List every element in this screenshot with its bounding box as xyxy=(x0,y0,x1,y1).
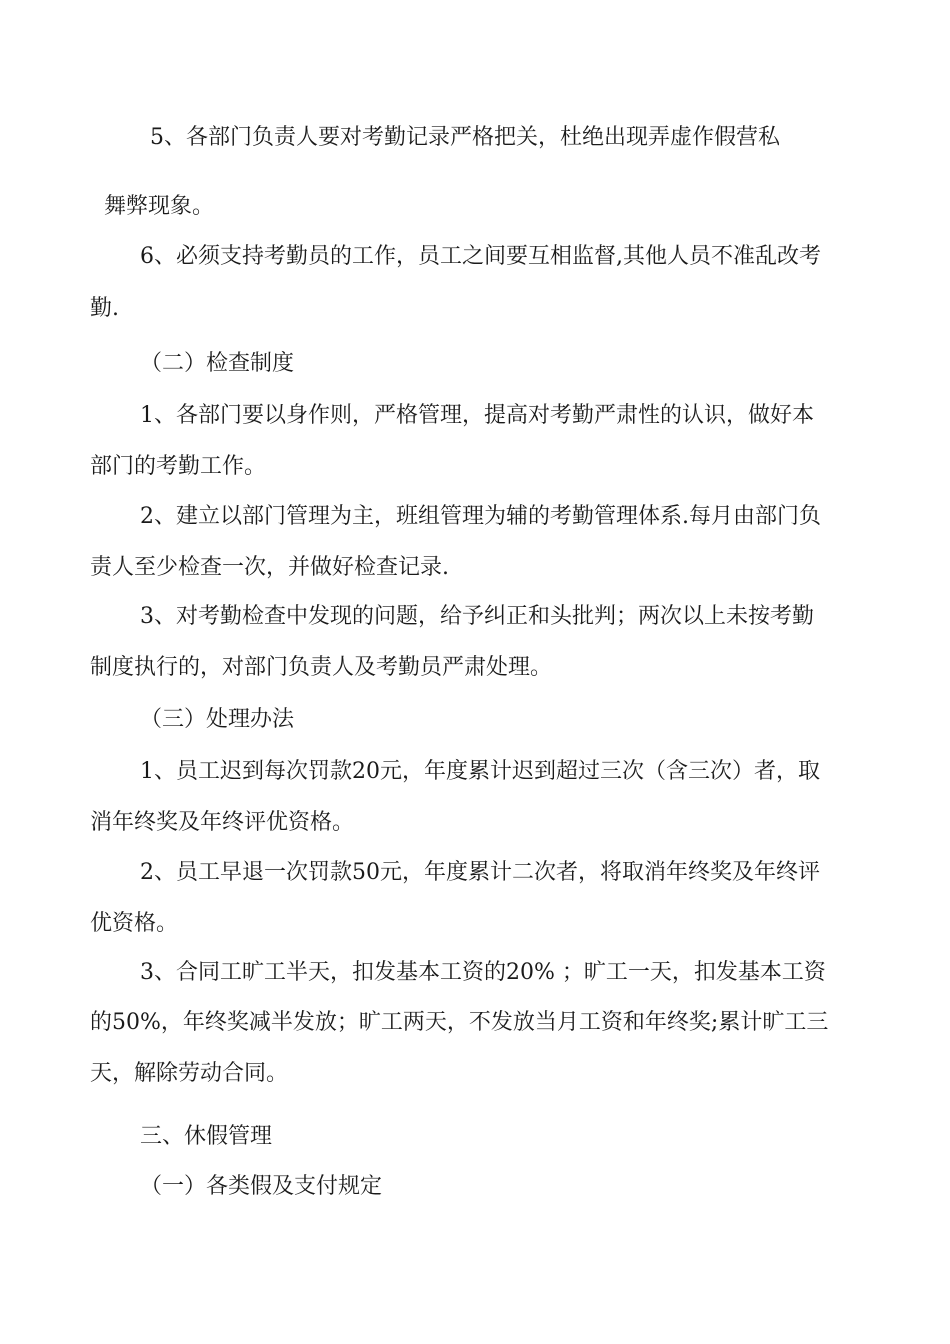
heading-leave-types: （一）各类假及支付规定 xyxy=(140,1174,383,1199)
handling-item-1-line-2: 消年终奖及年终评优资格。 xyxy=(90,810,355,835)
handling-item-1-line-1: 1、员工迟到每次罚款20元，年度累计迟到超过三次（含三次）者，取 xyxy=(140,759,820,784)
check-item-1-line-1: 1、各部门要以身作则，严格管理，提高对考勤严肃性的认识，做好本 xyxy=(140,403,814,428)
handling-item-3-line-2: 的50%，年终奖减半发放；旷工两天，不发放当月工资和年终奖;累计旷工三 xyxy=(90,1010,829,1035)
check-item-2-line-1: 2、建立以部门管理为主，班组管理为辅的考勤管理体系.每月由部门负 xyxy=(140,504,821,529)
heading-leave-management: 三、休假管理 xyxy=(140,1124,273,1149)
check-item-1-line-2: 部门的考勤工作。 xyxy=(90,454,267,479)
check-item-2-line-2: 责人至少检查一次，并做好检查记录. xyxy=(90,555,449,580)
paragraph-6-line-1: 6、必须支持考勤员的工作，员工之间要互相监督,其他人员不准乱改考 xyxy=(140,244,821,269)
handling-item-2-line-1: 2、员工早退一次罚款50元，年度累计二次者，将取消年终奖及年终评 xyxy=(140,860,820,885)
heading-handling-methods: （三）处理办法 xyxy=(140,707,295,732)
check-item-3-line-2: 制度执行的，对部门负责人及考勤员严肃处理。 xyxy=(90,655,553,680)
handling-item-3-line-1: 3、合同工旷工半天，扣发基本工资的20% ；旷工一天，扣发基本工资 xyxy=(140,960,826,985)
heading-check-system: （二）检查制度 xyxy=(140,351,295,376)
check-item-3-line-1: 3、对考勤检查中发现的问题，给予纠正和头批判；两次以上未按考勤 xyxy=(140,604,814,629)
handling-item-3-line-3: 天，解除劳动合同。 xyxy=(90,1061,289,1086)
paragraph-5-line-1: 5、各部门负责人要对考勤记录严格把关，杜绝出现弄虚作假营私 xyxy=(150,125,780,150)
handling-item-2-line-2: 优资格。 xyxy=(90,911,179,936)
paragraph-6-line-2: 勤. xyxy=(90,296,119,321)
paragraph-5-line-2: 舞弊现象。 xyxy=(104,194,215,219)
